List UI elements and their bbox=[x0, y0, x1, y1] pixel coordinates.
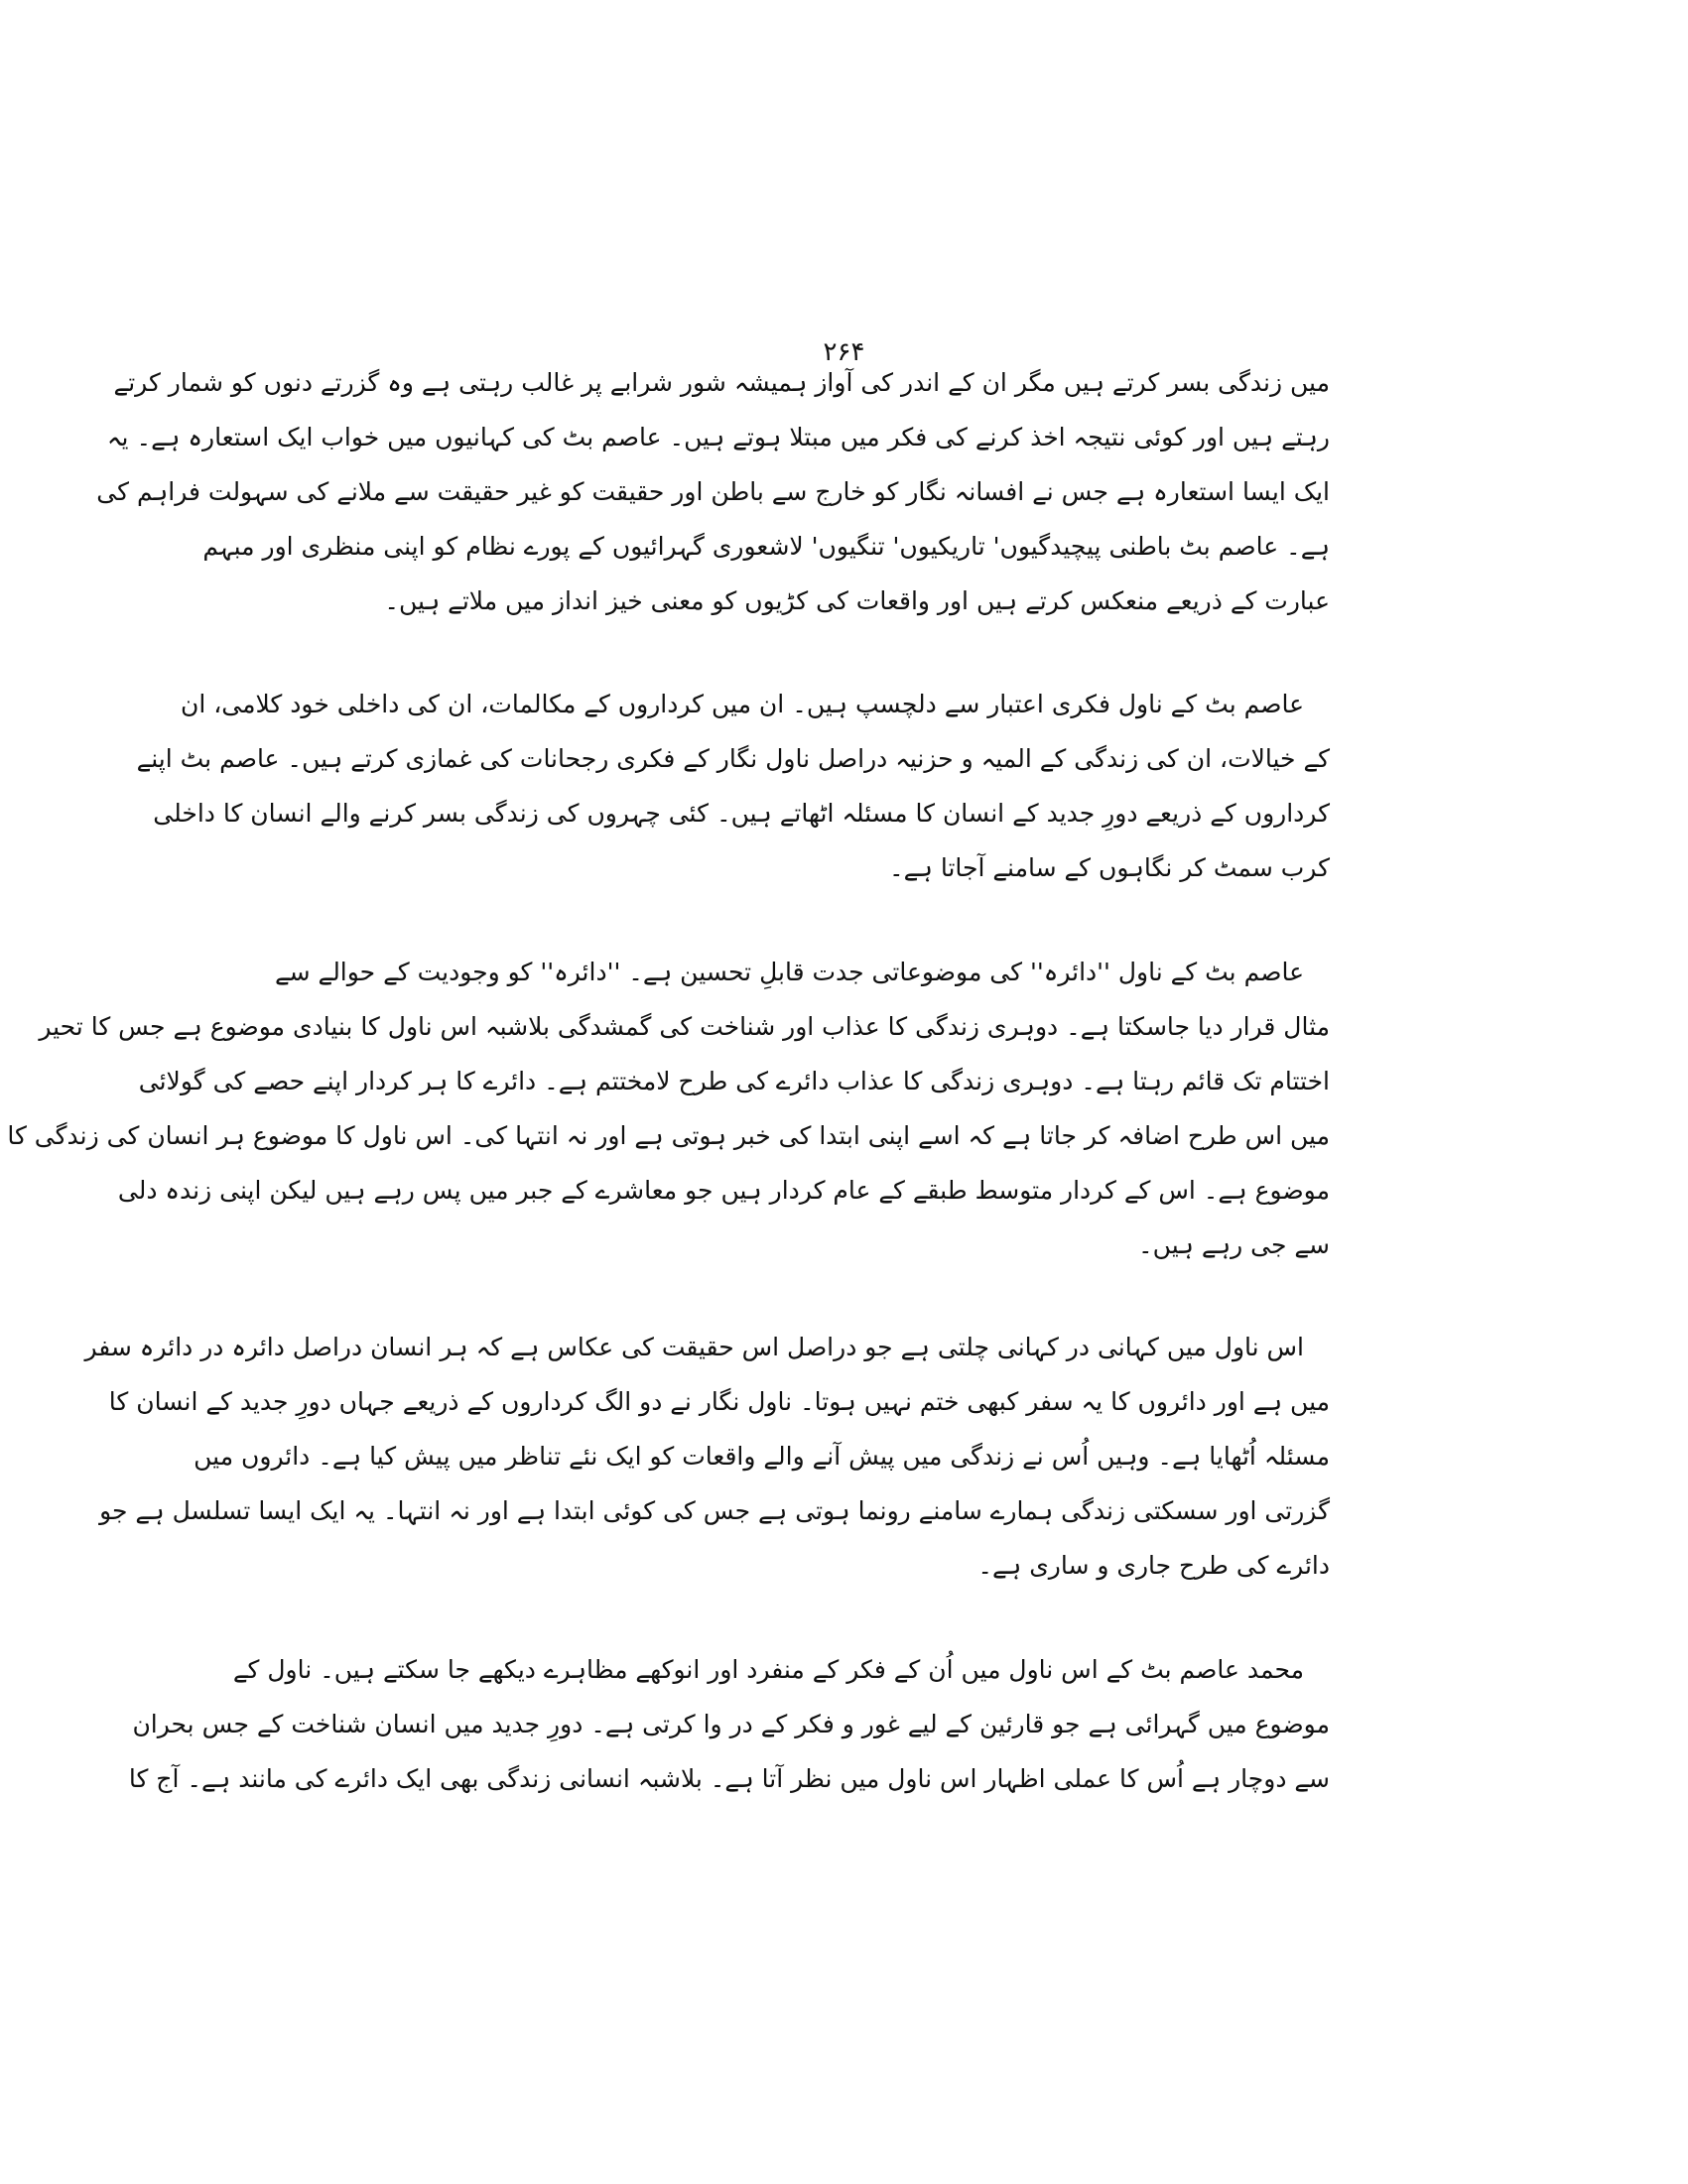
text-line: اختتام تک قائم رہتا ہے۔ دوہری زندگی کا عذاب دائرے کی طرح لامختتم ہے۔ دائرے کا ہر کردار اپنے حصے کی گولائی bbox=[138, 1067, 1330, 1095]
text-line: گزرتی اور سسکتی زندگی ہمارے سامنے رونما ہوتی ہے جس کی کوئی ابتدا ہے اور نہ انتہا۔ یہ ایک ایسا تسلسل ہے جو bbox=[99, 1496, 1330, 1525]
paragraph-3 bbox=[7, 945, 1330, 1272]
paragraph-4 bbox=[84, 1320, 1330, 1593]
text-line: موضوع ہے۔ اس کے کردار متوسط طبقے کے عام کردار ہیں جو معاشرے کے جبر میں پس رہے ہیں لیکن اپنی زندہ دلی bbox=[117, 1176, 1330, 1205]
text-line: کرب سمٹ کر نگاہوں کے سامنے آجاتا ہے۔ bbox=[888, 853, 1330, 882]
text-line: عاصم بٹ کے ناول فکری اعتبار سے دلچسپ ہیں۔ ان میں کرداروں کے مکالمات، ان کی داخلی خود کلامی، ان bbox=[180, 690, 1304, 718]
text-line: کے خیالات، ان کی زندگی کے المیہ و حزنیہ دراصل ناول نگار کے فکری رجحانات کی غمازی کرتے ہیں۔ عاصم بٹ اپنے bbox=[136, 744, 1330, 773]
page-number: ۲۶۴ bbox=[823, 337, 865, 367]
text-line: کرداروں کے ذریعے دورِ جدید کے انسان کا مسئلہ اٹھاتے ہیں۔ کئی چہروں کی زندگی بسر کرنے والے انسان کا داخلی bbox=[153, 799, 1330, 828]
text-line: ہے۔ عاصم بٹ باطنی پیچیدگیوں' تاریکیوں' تنگیوں' لاشعوری گہرائیوں کے پورے نظام کو اپنی منظری اور مبہم bbox=[202, 532, 1330, 561]
text-line: محمد عاصم بٹ کے اس ناول میں اُن کے فکر کے منفرد اور انوکھے مظاہرے دیکھے جا سکتے ہیں۔ ناول کے bbox=[232, 1655, 1304, 1684]
text-line: میں زندگی بسر کرتے ہیں مگر ان کے اندر کی آواز ہمیشہ شور شرابے پر غالب رہتی ہے وہ گزرتے دنوں کو شمار کرتے bbox=[113, 368, 1330, 397]
text-line: موضوع میں گہرائی ہے جو قارئین کے لیے غور و فکر کے در وا کرتی ہے۔ دورِ جدید میں انسان شناخت کے جس بحران bbox=[132, 1710, 1330, 1738]
paragraph-1 bbox=[96, 355, 1330, 628]
text-line: عاصم بٹ کے ناول ''دائرہ'' کی موضوعاتی جدت قابلِ تحسین ہے۔ ''دائرہ'' کو وجودیت کے حوالے سے bbox=[275, 958, 1304, 986]
text-line: اس ناول میں کہانی در کہانی چلتی ہے جو دراصل اس حقیقت کی عکاس ہے کہ ہر انسان دراصل دائرہ در دائرہ سفر bbox=[84, 1333, 1304, 1361]
text-line: میں اس طرح اضافہ کر جاتا ہے کہ اسے اپنی ابتدا کی خبر ہوتی ہے اور نہ انتہا کی۔ اس ناول کا موضوع ہر انسان کی زندگی کا bbox=[7, 1121, 1330, 1150]
text-line: ایک ایسا استعارہ ہے جس نے افسانہ نگار کو خارج سے باطن اور حقیقت کو غیر حقیقت سے ملانے کی سہولت فراہم کی bbox=[96, 477, 1330, 506]
text-line: سے دوچار ہے اُس کا عملی اظہار اس ناول میں نظر آتا ہے۔ بلاشبہ انسانی زندگی بھی ایک دائرے کی مانند ہے۔ آج کا bbox=[128, 1764, 1330, 1793]
text-line: مسئلہ اُٹھایا ہے۔ وہیں اُس نے زندگی میں پیش آنے والے واقعات کو ایک نئے تناظر میں پیش کیا ہے۔ دائروں میں bbox=[194, 1442, 1330, 1471]
text-line: سے جی رہے ہیں۔ bbox=[1138, 1230, 1330, 1259]
text-line: رہتے ہیں اور کوئی نتیجہ اخذ کرنے کی فکر میں مبتلا ہوتے ہیں۔ عاصم بٹ کی کہانیوں میں خواب ایک استعارہ ہے۔ یہ bbox=[106, 423, 1330, 451]
paragraph-5 bbox=[128, 1642, 1330, 1806]
text-line: میں ہے اور دائروں کا یہ سفر کبھی ختم نہیں ہوتا۔ ناول نگار نے دو الگ کرداروں کے ذریعے جہاں دورِ جدید کے انسان کا bbox=[108, 1387, 1330, 1416]
paragraph-2 bbox=[136, 677, 1330, 895]
text-line: مثال قرار دیا جاسکتا ہے۔ دوہری زندگی کا عذاب اور شناخت کی گمشدگی بلاشبہ اس ناول کا بنیادی موضوع ہے جس کا تحیر bbox=[39, 1012, 1330, 1041]
text-line: دائرے کی طرح جاری و ساری ہے۔ bbox=[977, 1551, 1330, 1580]
text-line: عبارت کے ذریعے منعکس کرتے ہیں اور واقعات کی کڑیوں کو معنی خیز انداز میں ملاتے ہیں۔ bbox=[384, 586, 1330, 615]
